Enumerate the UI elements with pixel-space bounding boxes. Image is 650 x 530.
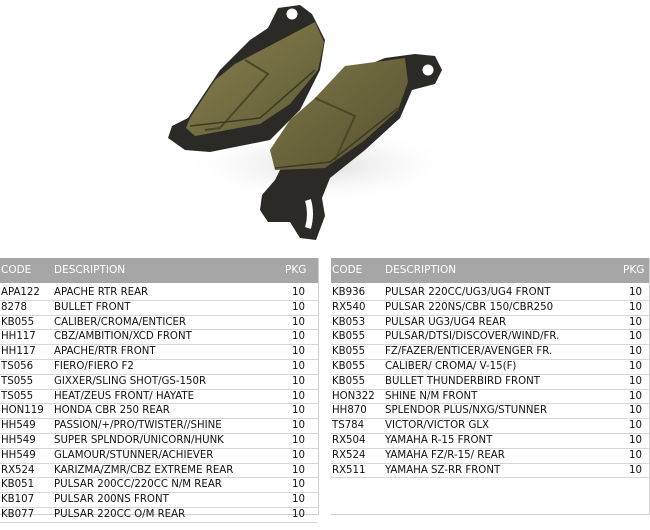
row-pkg: 10 — [292, 434, 305, 446]
row-pkg: 10 — [629, 390, 642, 402]
row-pkg: 10 — [292, 508, 305, 520]
row-code: HH549 — [1, 420, 36, 432]
table-row — [331, 375, 649, 390]
table-row — [0, 345, 318, 360]
row-description: PULSAR 220NS/CBR 150/CBR250 — [385, 301, 554, 313]
row-description: YAMAHA SZ-RR FRONT — [385, 464, 501, 476]
table-header — [331, 258, 649, 283]
row-pkg: 10 — [292, 390, 305, 402]
row-pkg: 10 — [629, 346, 642, 358]
row-pkg: 10 — [292, 331, 305, 343]
row-description: KARIZMA/ZMR/CBZ EXTREME REAR — [54, 464, 234, 476]
row-description: FIERO/FIERO F2 — [54, 360, 134, 372]
table-body — [0, 283, 318, 523]
row-code: HH117 — [1, 331, 36, 343]
row-pkg: 10 — [292, 316, 305, 328]
row-pkg: 10 — [629, 287, 642, 298]
row-description: APACHE/RTR FRONT — [54, 346, 156, 358]
row-code: HH549 — [1, 434, 36, 446]
row-pkg: 10 — [292, 405, 305, 417]
row-description: HEAT/ZEUS FRONT/ HAYATE — [54, 390, 195, 402]
row-code: KB055 — [332, 346, 366, 358]
row-description: SPLENDOR PLUS/NXG/STUNNER — [385, 405, 548, 417]
row-pkg: 10 — [629, 331, 642, 343]
row-pkg: 10 — [629, 316, 642, 328]
row-description: GIXXER/SLING SHOT/GS-150R — [54, 375, 207, 387]
row-code: KB051 — [1, 479, 35, 491]
table-row — [331, 330, 649, 345]
table-body — [331, 283, 649, 478]
row-pkg: 10 — [629, 434, 642, 446]
table-row — [331, 316, 649, 331]
table-row — [331, 419, 649, 434]
row-pkg: 10 — [629, 464, 642, 476]
row-description: BULLET FRONT — [54, 301, 131, 313]
table-row — [0, 419, 318, 434]
row-code: KB055 — [332, 375, 366, 387]
table-row — [331, 404, 649, 419]
row-pkg: 10 — [292, 287, 305, 298]
row-code: RX524 — [332, 449, 366, 461]
table-row — [331, 464, 649, 479]
table-row — [331, 301, 649, 316]
row-description: FZ/FAZER/ENTICER/AVENGER FR. — [385, 346, 553, 358]
row-code: KB936 — [332, 287, 366, 298]
table-row — [0, 434, 318, 449]
row-pkg: 10 — [292, 449, 305, 461]
row-pkg: 10 — [292, 301, 305, 313]
row-code: KB055 — [1, 316, 35, 328]
header-description: DESCRIPTION — [385, 264, 457, 276]
row-code: RX540 — [332, 301, 366, 313]
table-row — [331, 434, 649, 449]
left-product-table — [0, 258, 319, 520]
row-code: RX504 — [332, 434, 366, 446]
row-pkg: 10 — [292, 375, 305, 387]
row-code: KB055 — [332, 331, 366, 343]
brake-pads-photo — [150, 0, 480, 250]
row-code: APA122 — [1, 287, 40, 298]
table-row — [0, 493, 318, 508]
table-row — [0, 316, 318, 331]
row-code: HH117 — [1, 346, 36, 358]
row-description: GLAMOUR/STUNNER/ACHIEVER — [54, 449, 214, 461]
row-code: HON322 — [332, 390, 375, 402]
row-pkg: 10 — [629, 375, 642, 387]
row-description: PULSAR 220CC O/M REAR — [54, 508, 186, 520]
row-pkg: 10 — [292, 360, 305, 372]
row-code: TS784 — [332, 420, 365, 432]
row-pkg: 10 — [629, 360, 642, 372]
row-code: KB077 — [1, 508, 35, 520]
row-code: KB107 — [1, 494, 35, 506]
row-code: TS056 — [1, 360, 34, 372]
row-description: PULSAR 220CC/UG3/UG4 FRONT — [385, 287, 551, 298]
row-pkg: 10 — [629, 301, 642, 313]
header-pkg: PKG — [285, 264, 307, 276]
header-code: CODE — [332, 264, 363, 276]
table-row — [0, 375, 318, 390]
table-row — [0, 330, 318, 345]
row-pkg: 10 — [292, 346, 305, 358]
table-row — [331, 286, 649, 301]
row-description: SUPER SPLNDOR/UNICORN/HUNK — [54, 434, 224, 446]
table-header — [0, 258, 318, 283]
row-pkg: 10 — [629, 405, 642, 417]
row-description: CALIBER/CROMA/ENTICER — [54, 316, 187, 328]
row-code: KB053 — [332, 316, 366, 328]
row-description: YAMAHA FZ/R-15/ REAR — [385, 449, 505, 461]
row-description: HONDA CBR 250 REAR — [54, 405, 170, 417]
row-description: PASSION/+/PRO/TWISTER//SHINE — [54, 420, 222, 432]
row-code: RX524 — [1, 464, 35, 476]
row-description: PULSAR 200CC/220CC N/M REAR — [54, 479, 222, 491]
row-description: CALIBER/ CROMA/ V-15(F) — [385, 360, 517, 372]
row-pkg: 10 — [292, 420, 305, 432]
row-description: PULSAR/DTSI/DISCOVER/WIND/FR. — [385, 331, 560, 343]
table-row — [0, 286, 318, 301]
row-description: YAMAHA R-15 FRONT — [385, 434, 493, 446]
row-code: HH549 — [1, 449, 36, 461]
header-pkg: PKG — [623, 264, 645, 276]
row-description: PULSAR 200NS FRONT — [54, 494, 169, 506]
right-product-table — [331, 258, 650, 515]
row-code: KB055 — [332, 360, 366, 372]
row-code: TS055 — [1, 375, 34, 387]
table-row — [0, 404, 318, 419]
row-pkg: 10 — [629, 449, 642, 461]
table-row — [0, 360, 318, 375]
row-description: BULLET THUNDERBIRD FRONT — [385, 375, 540, 387]
header-description: DESCRIPTION — [54, 264, 126, 276]
table-row — [0, 508, 318, 523]
row-pkg: 10 — [292, 464, 305, 476]
table-row — [331, 345, 649, 360]
row-description: SHINE N/M FRONT — [385, 390, 478, 402]
table-row — [331, 390, 649, 405]
row-description: APACHE RTR REAR — [54, 287, 149, 298]
row-code: TS055 — [1, 390, 34, 402]
row-description: PULSAR UG3/UG4 REAR — [385, 316, 507, 328]
row-description: CBZ/AMBITION/XCD FRONT — [54, 331, 192, 343]
row-pkg: 10 — [629, 420, 642, 432]
row-pkg: 10 — [292, 479, 305, 491]
table-row — [331, 449, 649, 464]
row-code: HH870 — [332, 405, 367, 417]
table-row — [331, 360, 649, 375]
table-row — [0, 478, 318, 493]
row-code: HON119 — [1, 405, 44, 417]
row-code: 8278 — [1, 301, 27, 313]
table-row — [0, 464, 318, 479]
row-code: RX511 — [332, 464, 366, 476]
table-row — [0, 390, 318, 405]
row-description: VICTOR/VICTOR GLX — [385, 420, 490, 432]
header-code: CODE — [1, 264, 32, 276]
table-row — [0, 449, 318, 464]
row-pkg: 10 — [292, 494, 305, 506]
table-row — [0, 301, 318, 316]
